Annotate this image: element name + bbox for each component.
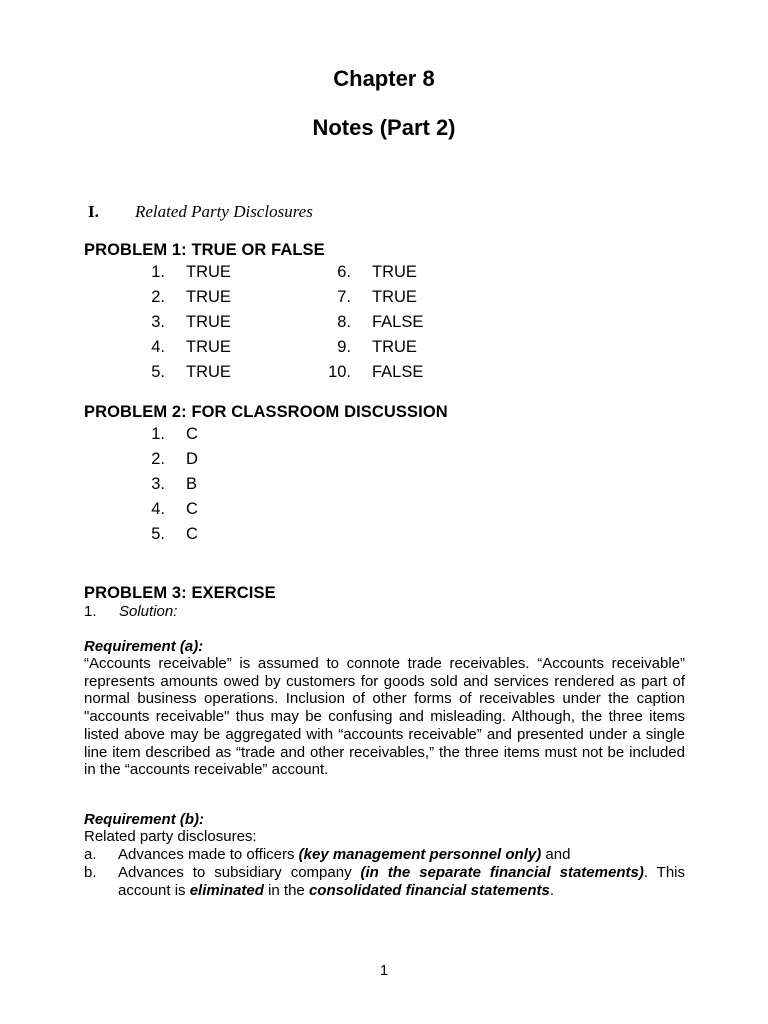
solution-number: 1. xyxy=(84,603,97,620)
item-number: 7. xyxy=(337,288,351,306)
problem1-item xyxy=(130,313,231,338)
problem1-heading: PROBLEM 1: TRUE OR FALSE xyxy=(84,241,325,259)
item-number: 2. xyxy=(151,450,165,468)
list-item-emphasis: consolidated financial statements xyxy=(308,881,550,899)
list-item-label: b. xyxy=(84,864,97,881)
item-number: 5. xyxy=(151,525,165,543)
item-number: 1. xyxy=(151,425,165,443)
problem2-item xyxy=(130,425,198,450)
item-number: 4. xyxy=(151,338,165,356)
list-item-text: . This account is xyxy=(118,864,685,899)
problem2-item xyxy=(130,450,198,475)
item-number: 3. xyxy=(151,475,165,493)
problem1-item xyxy=(316,363,424,388)
item-answer: B xyxy=(186,475,198,493)
list-item-b xyxy=(84,864,685,899)
item-answer: C xyxy=(186,425,198,443)
problem1-item xyxy=(130,338,231,363)
section-heading xyxy=(88,202,313,222)
chapter-title: Chapter 8 xyxy=(333,66,435,91)
item-number: 4. xyxy=(151,500,165,518)
item-answer: TRUE xyxy=(372,338,417,356)
list-item-text: Advances to subsidiary company xyxy=(118,864,361,881)
page-number: 1 xyxy=(379,962,389,979)
problem1-item xyxy=(316,338,417,363)
list-item-text: . xyxy=(549,881,555,899)
item-number: 5. xyxy=(151,363,165,381)
requirement-a-text: “Accounts receivable” is assumed to connote trade receivables. “Accounts receivable” represents amounts owed by customers for goods sold and services rendered as part of normal business operations. Inclusion of other forms of receivables under the caption "accounts receivable" thus may be confusing and misleading. Although, the three items listed above may be aggregated with “accounts receivable” and presented under a single line item described as “trade and other receivables,” the three items must not be included in the “accounts receivable” account. xyxy=(84,655,685,779)
requirement-b-intro: Related party disclosures: xyxy=(84,828,257,845)
list-item-text: Advances made to officers xyxy=(118,846,299,863)
problem1-item xyxy=(130,288,231,313)
list-item-emphasis: (in the separate financial statements) xyxy=(360,864,644,881)
problem1-item xyxy=(316,313,424,338)
problem2-item xyxy=(130,475,198,500)
list-item-a xyxy=(84,846,685,864)
page-subtitle: Notes (Part 2) xyxy=(312,115,456,140)
solution-label: Solution: xyxy=(119,603,178,620)
problem2-item xyxy=(130,525,198,550)
list-item-text: and xyxy=(541,846,571,863)
problem1-item xyxy=(130,363,231,388)
item-number: 1. xyxy=(151,263,165,281)
item-answer: TRUE xyxy=(372,288,417,306)
requirement-b-label: Requirement (b): xyxy=(84,811,204,828)
item-answer: TRUE xyxy=(186,338,231,356)
solution-line xyxy=(84,603,178,628)
problem1-item xyxy=(130,263,231,288)
item-answer: TRUE xyxy=(372,263,417,281)
problem3-heading: PROBLEM 3: EXERCISE xyxy=(84,584,276,602)
item-number: 6. xyxy=(337,263,351,281)
item-number: 2. xyxy=(151,288,165,306)
item-number: 9. xyxy=(337,338,351,356)
section-title: Related Party Disclosures xyxy=(135,202,313,221)
requirement-a-label: Requirement (a): xyxy=(84,638,204,655)
item-answer: TRUE xyxy=(186,263,231,281)
item-answer: FALSE xyxy=(372,363,424,381)
list-item-text: in the xyxy=(263,881,309,899)
item-answer: TRUE xyxy=(186,288,231,306)
item-answer: C xyxy=(186,525,198,543)
list-item-label: a. xyxy=(84,846,97,863)
problem1-item xyxy=(316,263,417,288)
item-answer: FALSE xyxy=(372,313,424,331)
problem2-item xyxy=(130,500,198,525)
section-numeral: I. xyxy=(88,202,99,221)
item-number: 3. xyxy=(151,313,165,331)
item-answer: TRUE xyxy=(186,363,231,381)
item-answer: TRUE xyxy=(186,313,231,331)
list-item-emphasis: (key management personnel only) xyxy=(298,846,542,863)
item-number: 8. xyxy=(337,313,351,331)
item-answer: C xyxy=(186,500,198,518)
list-item-emphasis: eliminated xyxy=(189,881,264,899)
item-number: 10. xyxy=(328,363,351,381)
problem1-item xyxy=(316,288,417,313)
problem2-heading: PROBLEM 2: FOR CLASSROOM DISCUSSION xyxy=(84,403,448,421)
item-answer: D xyxy=(186,450,198,468)
